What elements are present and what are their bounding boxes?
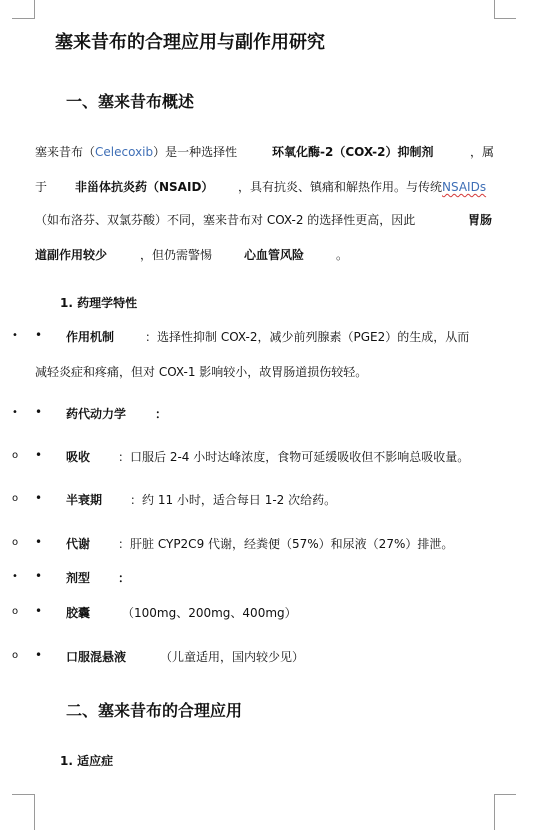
item-colon: ： [118,571,131,585]
item-colon: ： [155,407,168,421]
margin-bullet: • [12,571,18,582]
text: 。 [336,248,349,262]
item-text: ：约 11 小时，适合每日 1-2 次给药。 [130,493,337,507]
crop-mark [494,794,516,795]
bold-term: 胃肠 [468,213,493,227]
paragraph-line [238,179,486,195]
crop-mark [12,18,34,19]
text: NSAIDs [442,180,487,194]
crop-mark [494,794,495,830]
item-text: ：肝脏 CYP2C9 代谢，经粪便（57%）和尿液（27%）排泄。 [118,537,454,551]
bold-term: 道副作用较少 [35,248,108,262]
item-label: 口服混悬液 [66,650,127,664]
margin-bullet: • [12,407,18,418]
crop-mark [12,794,34,795]
bullet: • [35,328,43,342]
crop-mark [34,794,35,830]
subheading: 1. 药理学特性 [60,296,138,310]
section-heading: 一、塞来昔布概述 [66,92,195,111]
item-label: 胶囊 [66,606,91,620]
bold-term: 环氧化酶-2（COX-2）抑制剂 [272,145,434,159]
subheading: 1. 适应症 [60,754,114,768]
item-label: 吸收 [66,450,91,464]
item-label: 代谢 [66,537,91,551]
text: （如布洛芬、双氯芬酸）不同，塞来昔布对 COX-2 的选择性更高，因此 [35,213,416,227]
section-heading: 二、塞来昔布的合理应用 [66,701,243,720]
crop-mark [494,0,495,19]
item-label: 剂型 [66,571,91,585]
margin-bullet-open: o [12,650,19,661]
bullet: • [35,491,43,505]
margin-bullet-open: o [12,606,19,617]
margin-bullet-open: o [12,450,19,461]
margin-bullet-open: o [12,493,19,504]
text: Celecoxib [95,145,154,159]
bullet: • [35,569,43,583]
paragraph-line [35,144,237,160]
item-text: （儿童适用，国内较少见） [160,650,305,664]
item-text: （100mg、200mg、400mg） [122,606,297,620]
text: ）是一种选择性 [153,145,238,159]
text: 于 [35,180,48,194]
margin-bullet-open: o [12,537,19,548]
item-label: 半衰期 [66,493,103,507]
bullet: • [35,648,43,662]
bullet: • [35,535,43,549]
bullet: • [35,604,43,618]
crop-mark [494,18,516,19]
item-text: ：口服后 2-4 小时达峰浓度，食物可延缓吸收但不影响总吸收量。 [118,450,470,464]
bold-term: 非甾体抗炎药（NSAID） [75,180,214,194]
bullet: • [35,448,43,462]
item-label: 作用机制 [66,330,115,344]
item-text: 减轻炎症和疼痛，但对 COX-1 影响较小，故胃肠道损伤较轻。 [35,365,368,379]
item-label: 药代动力学 [66,407,127,421]
text: ，属 [470,145,495,159]
document-title: 塞来昔布的合理应用与副作用研究 [55,32,325,53]
text: ，但仍需警惕 [140,248,213,262]
bullet: • [35,405,43,419]
margin-bullet: • [12,330,18,341]
text: ，具有抗炎、镇痛和解热作用。与传统 [238,180,443,194]
bold-term: 心血管风险 [244,248,305,262]
text: 塞来昔布（ [35,145,96,159]
crop-mark [34,0,35,19]
item-text: ：选择性抑制 COX-2，减少前列腺素（PGE2）的生成，从而 [145,330,470,344]
